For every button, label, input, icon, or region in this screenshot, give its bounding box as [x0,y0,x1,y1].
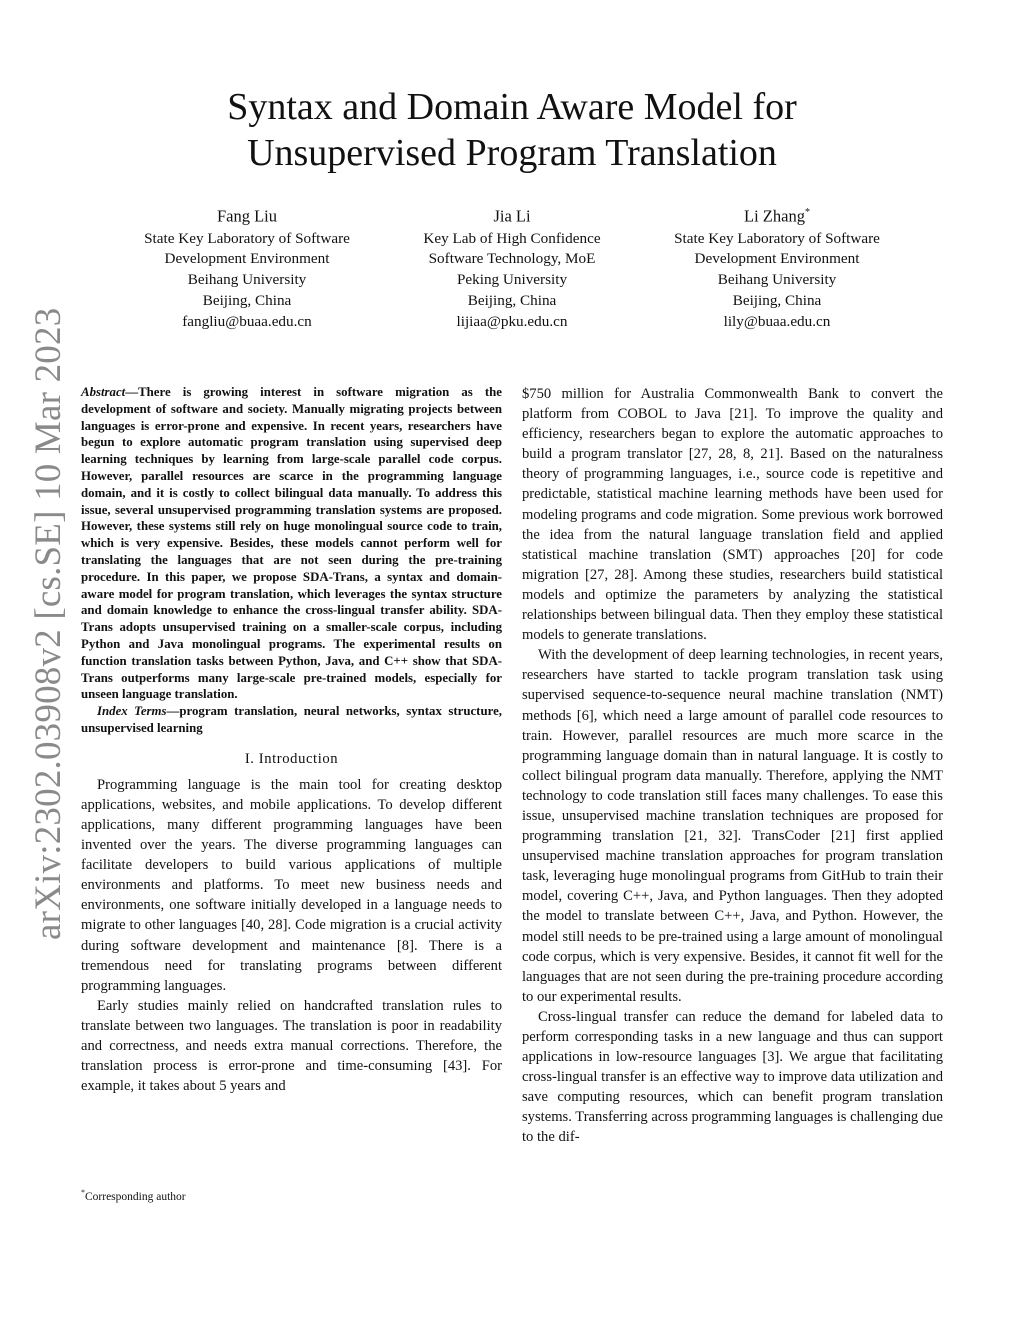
author-email: lily@buaa.edu.cn [723,312,831,330]
paper-title [110,84,914,176]
author-email: lijiaa@pku.edu.cn [456,312,568,330]
body-paragraph: Cross-lingual transfer can reduce the demand for labeled data to perform corresponding tasks in a new language and thus can support applications in low-resource languages [3]. We argue that facilitating cross-lingual transfer is an effective way to improve data utilization and save computing resources, which can benefit program translation systems. Transferring across programming languages is challenging due to the dif- [522,1008,943,1146]
author-block-1 [117,202,377,332]
author-name: Jia Li [493,206,531,226]
footnote [81,1186,502,1204]
author-name: Fang Liu [216,206,278,226]
author-location: Beijing, China [467,291,557,309]
author-affiliation-line: Development Environment [164,250,330,268]
author-email: fangliu@buaa.edu.cn [182,312,312,330]
abstract-text: —There is growing interest in software migration as the development of software and society. Manually migrating projects between languages is error-prone and expensive. In recent years, researchers have begun to explore automatic program translation using supervised deep learning techniques by learning from large-scale parallel code corpus. However, parallel resources are scarce in the programming language domain, and it is costly to collect bilingual data manually. To address this issue, several unsupervised programming translation systems are proposed. However, these systems still rely on huge monolingual source code to train, which is very expensive. Besides, these models cannot perform well for translating the languages that are not seen during the pre-training procedure. In this paper, we propose SDA-Trans, a syntax and domain-aware model for program translation, which leverages the syntax structure and domain knowledge to enhance the cross-lingual transfer ability. SDA-Trans adopts unsupervised training on a smaller-scale corpus, including Python and Java monolingual programs. The experimental results on function translation tasks between Python, Java, and C++ show that SDA-Trans outperforms many large-scale pre-trained models, especially for unseen language translation. [81,385,502,702]
index-terms [81,703,502,737]
author-institution: Beihang University [187,271,307,289]
left-column [81,384,502,1096]
body-paragraph: With the development of deep learning technologies, in recent years, researchers have started to tackle program translation task using supervised sequence-to-sequence neural machine translation (NMT) methods [6], which need a large amount of parallel code resources to train. However, parallel resources are much more scarce in the programming language domain than in natural language. It is costly to collect bilingual program data manually. Therefore, applying the NMT technology to code translation still faces many challenges. To ease this issue, unsupervised machine translation techniques are proposed for programming translation [21, 32]. TransCoder [21] first applied unsupervised machine translation approaches for program translation task, leveraging huge monolingual programs from GitHub to train their model, covering C++, Java, and Python languages. Then they adopted the model to translate between C++, Java, and Python. However, the model still needs to be pre-trained using a large amount of monolingual code corpus, which is very expensive. Besides, it cannot fit well for the languages that are not seen during the pre-training procedure according to our experimental results. [522,647,943,1005]
corresponding-author-mark: * [804,207,810,218]
abstract-label: Abstract [81,385,126,399]
index-terms-text: —program translation, neural networks, syntax structure, unsupervised learning [81,704,502,735]
index-terms-label: Index Terms [97,704,167,719]
title-line-1: Syntax and Domain Aware Model for [227,86,797,128]
author-affiliation-line: Software Technology, MoE [428,250,596,268]
body-paragraph: Early studies mainly relied on handcrafted translation rules to translate between two languages. The translation is poor in readability and correctness, and needs extra manual corrections. Therefore, the translation process is error-prone and time-consuming [43]. For example, it takes about 5 years and [81,997,502,1095]
arxiv-identifier: arXiv:2302.03908v2 [cs.SE] 10 Mar 2023 [28,307,69,940]
author-location: Beijing, China [202,291,292,309]
author-institution: Peking University [456,271,568,289]
author-affiliation-line: Development Environment [694,250,860,268]
body-paragraph: $750 million for Australia Commonwealth Bank to convert the platform from COBOL to Java [21]. To improve the quality and efficiency, researchers began to explore the automatic approaches to build a program translator [27, 28, 8, 21]. Based on the naturalness theory of programming languages, i.e., source code is repetitive and predictable, statistical machine learning methods have been used for modeling programs and code migration. Some previous work borrowed the idea from the natural language translation field and applied statistical machine translation (SMT) approaches [20] for code migration [27, 28]. Among these studies, researchers build statistical models and optimize the parameters by analyzing the statistical relationships between bilingual data. Then they employ these statistical models to generate translations. [522,386,943,644]
abstract [81,384,502,703]
author-location: Beijing, China [732,291,822,309]
right-column [522,384,943,1148]
section-heading: I. Introduction [244,750,339,767]
author-affiliation-line: State Key Laboratory of Software [144,229,350,247]
body-paragraph: Programming language is the main tool for creating desktop applications, websites, and mobile applications. To develop different applications, many different programming languages have been invented over the years. The diverse programming languages can facilitate developers to build various applications of multiple environments and platforms. To meet new business needs and environments, one software initially developed in a language needs to migrate to other languages [40, 28]. Code migration is a crucial activity during software development and maintenance [8]. There is a tremendous need for translating programs between different programming languages. [81,776,502,994]
author-block-3 [647,202,907,332]
footnote-text: Corresponding author [85,1190,186,1203]
title-line-2: Unsupervised Program Translation [247,132,777,174]
footnote-mark: * [81,1188,85,1197]
author-institution: Beihang University [717,271,837,289]
author-block-2 [382,202,642,332]
author-affiliation-line: State Key Laboratory of Software [674,229,880,247]
author-affiliation-line: Key Lab of High Confidence [423,229,601,247]
author-name: Li Zhang* [744,206,810,226]
